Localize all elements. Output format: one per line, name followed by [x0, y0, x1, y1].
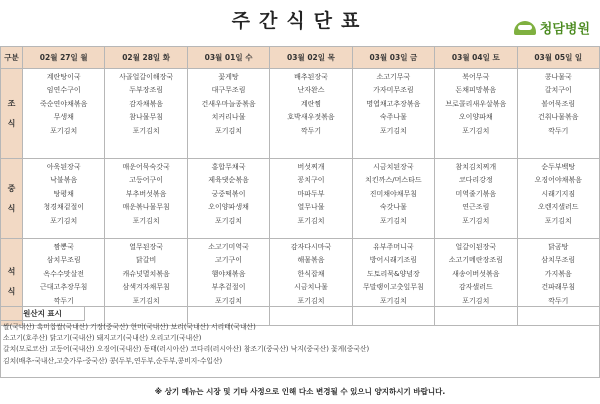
- menu-item: 얼갈이된장국: [455, 243, 497, 251]
- origin-info-box: [0, 306, 600, 378]
- menu-item: 숙갓나물: [379, 203, 407, 212]
- menu-item: 계란탕이국: [46, 73, 81, 81]
- menu-cell: [270, 69, 352, 159]
- menu-item: 아욱된장국: [46, 163, 81, 171]
- menu-item: 콩나물국: [544, 73, 572, 81]
- menu-item: 시래기지짐: [541, 189, 576, 198]
- menu-item: 깍두기: [548, 126, 569, 135]
- menu-item: 삼색겨자채무침: [122, 283, 170, 292]
- menu-item: 포기김치: [297, 216, 325, 225]
- menu-item: 부추버섯볶음: [125, 189, 167, 198]
- menu-item: 미역줄기볶음: [455, 189, 497, 198]
- origin-line: 김치(배추-국내산,고춧가루-중국산) 콩(두부,연두부,순두부,콩비지-수입산): [3, 356, 223, 365]
- menu-item: 포기김치: [50, 216, 78, 225]
- origin-line: 갈치(모로코산) 고등어(국내산) 오징어(국내산) 동태(러시아산) 코다리(러시아산) 참조기(중국산) 낙지(중국산) 꽃게(중국산): [3, 345, 370, 354]
- menu-item: 꽃게탕: [218, 73, 239, 81]
- weekly-menu-table: [0, 46, 600, 326]
- hospital-logo-icon: [514, 21, 536, 35]
- menu-item: 계란찜: [300, 99, 322, 108]
- origin-line: 쌀(국내산) 흑미찹쌀(국내산) 기장(중국산) 현미(국내산) 보리(국내산) 서리태(국내산): [3, 323, 256, 331]
- menu-item: 임연수구이: [46, 86, 81, 95]
- menu-item: 포기김치: [379, 216, 407, 225]
- menu-item: 해물볶음: [297, 256, 325, 265]
- menu-item: 오렌지샐러드: [537, 203, 579, 212]
- meal-label: [1, 69, 23, 159]
- meal-label-char: 식: [7, 287, 16, 296]
- menu-item: 코다리강정: [458, 176, 493, 185]
- menu-item: 포기김치: [379, 296, 407, 305]
- day-header: 03월 04일 토: [435, 47, 517, 69]
- menu-item: 호박새우젓볶음: [287, 113, 335, 122]
- menu-item: 한식잡채: [297, 269, 325, 278]
- menu-item: 옥수수맛살전: [43, 269, 84, 278]
- day-header: 03월 02일 목: [270, 47, 352, 69]
- hospital-logo: [514, 18, 590, 37]
- menu-item: 탕평채: [53, 189, 74, 198]
- menu-item: 고등어구이: [129, 176, 164, 185]
- menu-item: 감자샐러드: [458, 283, 493, 292]
- menu-item: 시금치된장국: [373, 163, 414, 171]
- menu-item: 낙불볶음: [50, 176, 78, 185]
- meal-row: [1, 69, 600, 159]
- day-header: 03월 05일 일: [517, 47, 599, 69]
- menu-item: 참나물무침: [129, 113, 164, 122]
- menu-cell: [270, 159, 352, 239]
- menu-cell: [517, 69, 599, 159]
- menu-item: 북어무국: [462, 73, 490, 81]
- meal-row: [1, 159, 600, 239]
- menu-item: 죽순연야채볶음: [40, 99, 88, 108]
- menu-item: 청경채겉절이: [43, 203, 84, 212]
- menu-item: 무말랭이고춧잎무침: [362, 283, 424, 292]
- menu-item: 배추된장국: [294, 73, 328, 81]
- hospital-name: 청담병원: [539, 22, 590, 37]
- menu-item: 닭곰탕: [548, 243, 569, 251]
- menu-cell: [23, 69, 105, 159]
- meal-label-char: 식: [7, 118, 16, 128]
- menu-item: 도토리묵&양념장: [367, 269, 420, 278]
- menu-cell: [105, 69, 187, 159]
- menu-item: 삼치무조림: [46, 256, 81, 265]
- menu-item: 숙주나물: [379, 113, 407, 122]
- menu-item: 포기김치: [379, 126, 407, 135]
- menu-item: 브로콜리새우살볶음: [445, 99, 507, 108]
- menu-item: 매운어묵숙갓국: [122, 163, 170, 171]
- menu-item: 볼어묵조림: [541, 99, 576, 108]
- menu-item: 순두부백탕: [541, 163, 576, 171]
- menu-item: 새송이버섯볶음: [452, 269, 500, 278]
- menu-item: 열무나물: [297, 203, 325, 212]
- menu-cell: [352, 159, 434, 239]
- menu-item: 궁중떡볶이: [211, 189, 246, 198]
- menu-item: 방어시래기조림: [369, 256, 418, 265]
- menu-item: 감자다시마국: [290, 243, 332, 251]
- menu-item: 치킨까스/머스타드: [365, 176, 422, 185]
- menu-item: 포기김치: [50, 126, 78, 135]
- menu-item: 오이양파생채: [208, 203, 249, 212]
- menu-item: 가지볶음: [544, 269, 572, 278]
- menu-item: 열무된장국: [129, 243, 164, 251]
- menu-item: 짬뽕국: [53, 243, 74, 251]
- menu-item: 돈채피망볶음: [455, 86, 497, 95]
- menu-cell: [352, 69, 434, 159]
- origin-title: 원산지 표시: [1, 307, 85, 321]
- meal-label-char: 중: [7, 183, 16, 193]
- menu-item: 치커리나물: [211, 113, 246, 122]
- menu-item: 포기김치: [215, 216, 243, 225]
- menu-item: 깍두기: [300, 126, 322, 135]
- menu-item: 캐슈넛멸치볶음: [122, 269, 170, 278]
- menu-item: 삼치무조림: [541, 256, 576, 265]
- menu-item: 포기김치: [544, 216, 572, 225]
- menu-cell: [517, 159, 599, 239]
- menu-item: 제육댓순볶음: [208, 176, 249, 185]
- menu-item: 고기구이: [215, 256, 243, 265]
- menu-item: 깍두기: [548, 296, 569, 305]
- menu-cell: [23, 159, 105, 239]
- menu-item: 닭갈비: [135, 256, 157, 265]
- menu-item: 햄야채볶음: [211, 269, 246, 278]
- menu-item: 건취나물볶음: [537, 113, 579, 122]
- meal-label-char: 식: [7, 203, 16, 213]
- meal-label-char: 석: [7, 267, 16, 276]
- menu-item: 홍합무채국: [211, 163, 246, 171]
- menu-item: 마파두부: [297, 189, 325, 198]
- menu-item: 사골얼갈이해장국: [119, 73, 174, 81]
- corner-header: 구분: [1, 47, 23, 69]
- menu-item: 포기김치: [132, 126, 160, 135]
- meal-label-char: 조: [7, 98, 16, 108]
- menu-item: 포기김치: [132, 296, 160, 305]
- menu-item: 두부장조림: [129, 86, 164, 95]
- menu-item: 깍두기: [53, 296, 74, 305]
- page-title: 주간식단표: [231, 10, 369, 32]
- menu-item: 포기김치: [297, 296, 325, 305]
- day-header: 02월 28일 화: [105, 47, 187, 69]
- menu-item: 포기김치: [462, 216, 490, 225]
- day-header: 03월 01일 수: [187, 47, 269, 69]
- menu-item: 소고기메란장조림: [448, 256, 503, 265]
- meal-label: [1, 159, 23, 239]
- menu-cell: [435, 69, 517, 159]
- origin-line: 소고기(호주산) 닭고기(국내산) 돼지고기(국내산) 오리고기(국내산): [3, 334, 202, 343]
- menu-item: 버섯찌개: [297, 163, 325, 171]
- menu-item: 소고기미역국: [208, 243, 249, 251]
- menu-item: 난자완스: [297, 86, 325, 95]
- menu-item: 대구무조림: [211, 86, 246, 95]
- menu-item: 시금치나물: [294, 283, 328, 292]
- menu-item: 포기김치: [462, 126, 490, 135]
- menu-item: 유부주머니국: [373, 243, 414, 251]
- menu-item: 가자미무조림: [373, 86, 414, 95]
- menu-item: 진미채야채무침: [369, 189, 418, 198]
- menu-item: 무생채: [53, 113, 74, 122]
- day-header: 02월 27일 월: [23, 47, 105, 69]
- header-row: [1, 47, 600, 69]
- menu-item: 참치김치찌개: [455, 163, 497, 171]
- menu-item: 오이양파채: [458, 113, 493, 122]
- menu-item: 근대고추장무침: [40, 283, 88, 292]
- menu-item: 오징어야채볶음: [534, 176, 582, 185]
- menu-cell: [435, 159, 517, 239]
- menu-item: 꽁치구이: [297, 176, 325, 185]
- menu-item: 연근조림: [462, 203, 490, 212]
- menu-item: 포기김치: [215, 296, 243, 305]
- menu-item: 매운볶나물무침: [122, 203, 170, 212]
- menu-item: 부추겉절이: [211, 283, 246, 292]
- menu-item: 명엽채고추장볶음: [366, 99, 421, 108]
- menu-cell: [105, 159, 187, 239]
- menu-item: 포기김치: [215, 126, 243, 135]
- menu-cell: [187, 159, 269, 239]
- menu-item: 포기김치: [132, 216, 160, 225]
- menu-item: 감자채볶음: [129, 99, 164, 108]
- notice-text: ※ 상기 메뉴는 시장 및 기타 사정으로 인해 다소 변경될 수 있으니 양지하시기 바랍니다.: [154, 387, 446, 396]
- menu-item: 건파래무침: [541, 283, 576, 292]
- menu-cell: [187, 69, 269, 159]
- menu-item: 건새우마늘종볶음: [201, 99, 256, 108]
- day-header: 03월 03일 금: [352, 47, 434, 69]
- menu-item: 소고기무국: [376, 73, 411, 81]
- menu-item: 갈치구이: [544, 86, 572, 95]
- menu-item: 포기김치: [462, 296, 490, 305]
